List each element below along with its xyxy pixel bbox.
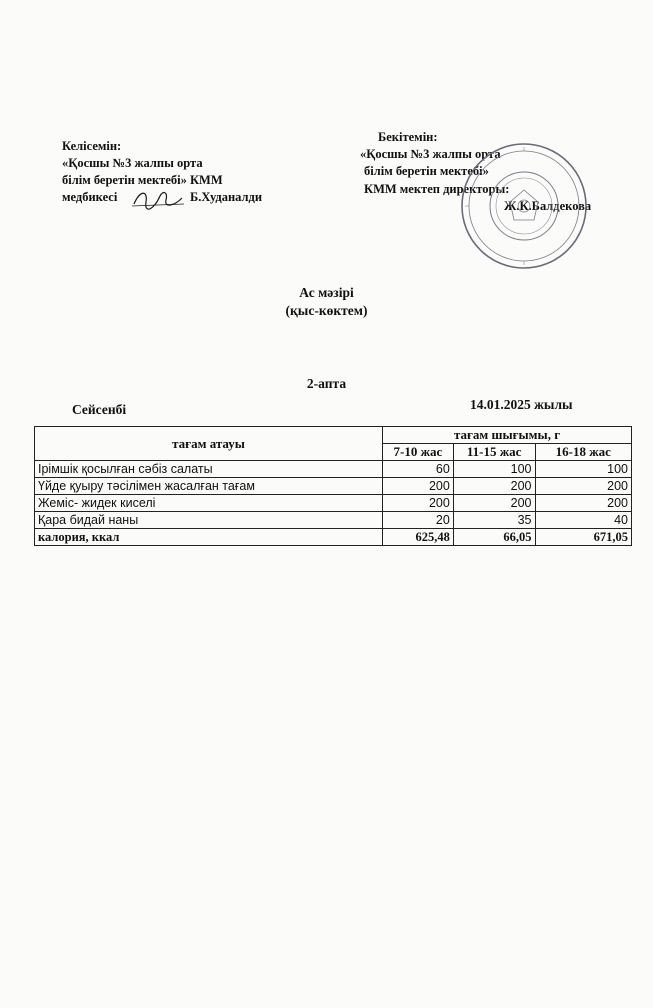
total-7-10: 625,48 [383, 529, 454, 546]
header-yield: тағам шығымы, г [383, 427, 632, 444]
day-label: Сейсенбі [72, 402, 127, 417]
yield-7-10: 200 [383, 478, 454, 495]
agreed-role: медбикесі [62, 190, 118, 204]
agreed-heading: Келісемін: [62, 139, 122, 153]
total-16-18: 671,05 [535, 529, 631, 546]
total-11-15: 66,05 [453, 529, 535, 546]
agreed-line1: «Қосшы №3 жалпы орта [62, 156, 203, 170]
table-row [35, 461, 632, 478]
table-row [35, 478, 632, 495]
total-label: калория, ккал [35, 529, 383, 546]
dish-name: Үйде қуыру тәсілімен жасалған тағам [35, 478, 383, 495]
yield-7-10: 200 [383, 495, 454, 512]
yield-16-18: 100 [535, 461, 631, 478]
dish-name: Жеміс- жидек киселі [35, 495, 383, 512]
table-total-row [35, 529, 632, 546]
yield-16-18: 200 [535, 495, 631, 512]
yield-11-15: 200 [453, 478, 535, 495]
yield-16-18: 200 [535, 478, 631, 495]
date-label: 14.01.2025 жылы [470, 397, 573, 412]
approved-line2: білім беретін мектебі» [364, 164, 489, 178]
signature-image [130, 186, 186, 214]
yield-11-15: 200 [453, 495, 535, 512]
yield-11-15: 100 [453, 461, 535, 478]
yield-7-10: 20 [383, 512, 454, 529]
page-subtitle: (қыс-көктем) [285, 303, 368, 318]
yield-7-10: 60 [383, 461, 454, 478]
header-age-16-18: 16-18 жас [535, 444, 631, 461]
approved-name: Ж.К.Балдекова [504, 199, 592, 213]
agreed-line2: білім беретін мектебі» КММ [62, 173, 223, 187]
table-row [35, 495, 632, 512]
week-label: 2-апта [306, 376, 347, 391]
table-row [35, 512, 632, 529]
agreed-name: Б.Худаналди [190, 190, 263, 204]
menu-table [34, 426, 632, 546]
header-age-7-10: 7-10 жас [383, 444, 454, 461]
approved-heading: Бекітемін: [378, 130, 438, 144]
yield-11-15: 35 [453, 512, 535, 529]
dish-name: Ірімшік қосылған сәбіз салаты [35, 461, 383, 478]
header-dish-name: тағам атауы [35, 427, 383, 461]
yield-16-18: 40 [535, 512, 631, 529]
dish-name: Қара бидай наны [35, 512, 383, 529]
official-seal-stamp [458, 140, 590, 272]
approved-line3: КММ мектеп директоры: [364, 182, 510, 196]
approved-line1: «Қосшы №3 жалпы орта [360, 147, 501, 161]
header-age-11-15: 11-15 жас [453, 444, 535, 461]
page-title: Ас мәзірі [299, 285, 354, 300]
